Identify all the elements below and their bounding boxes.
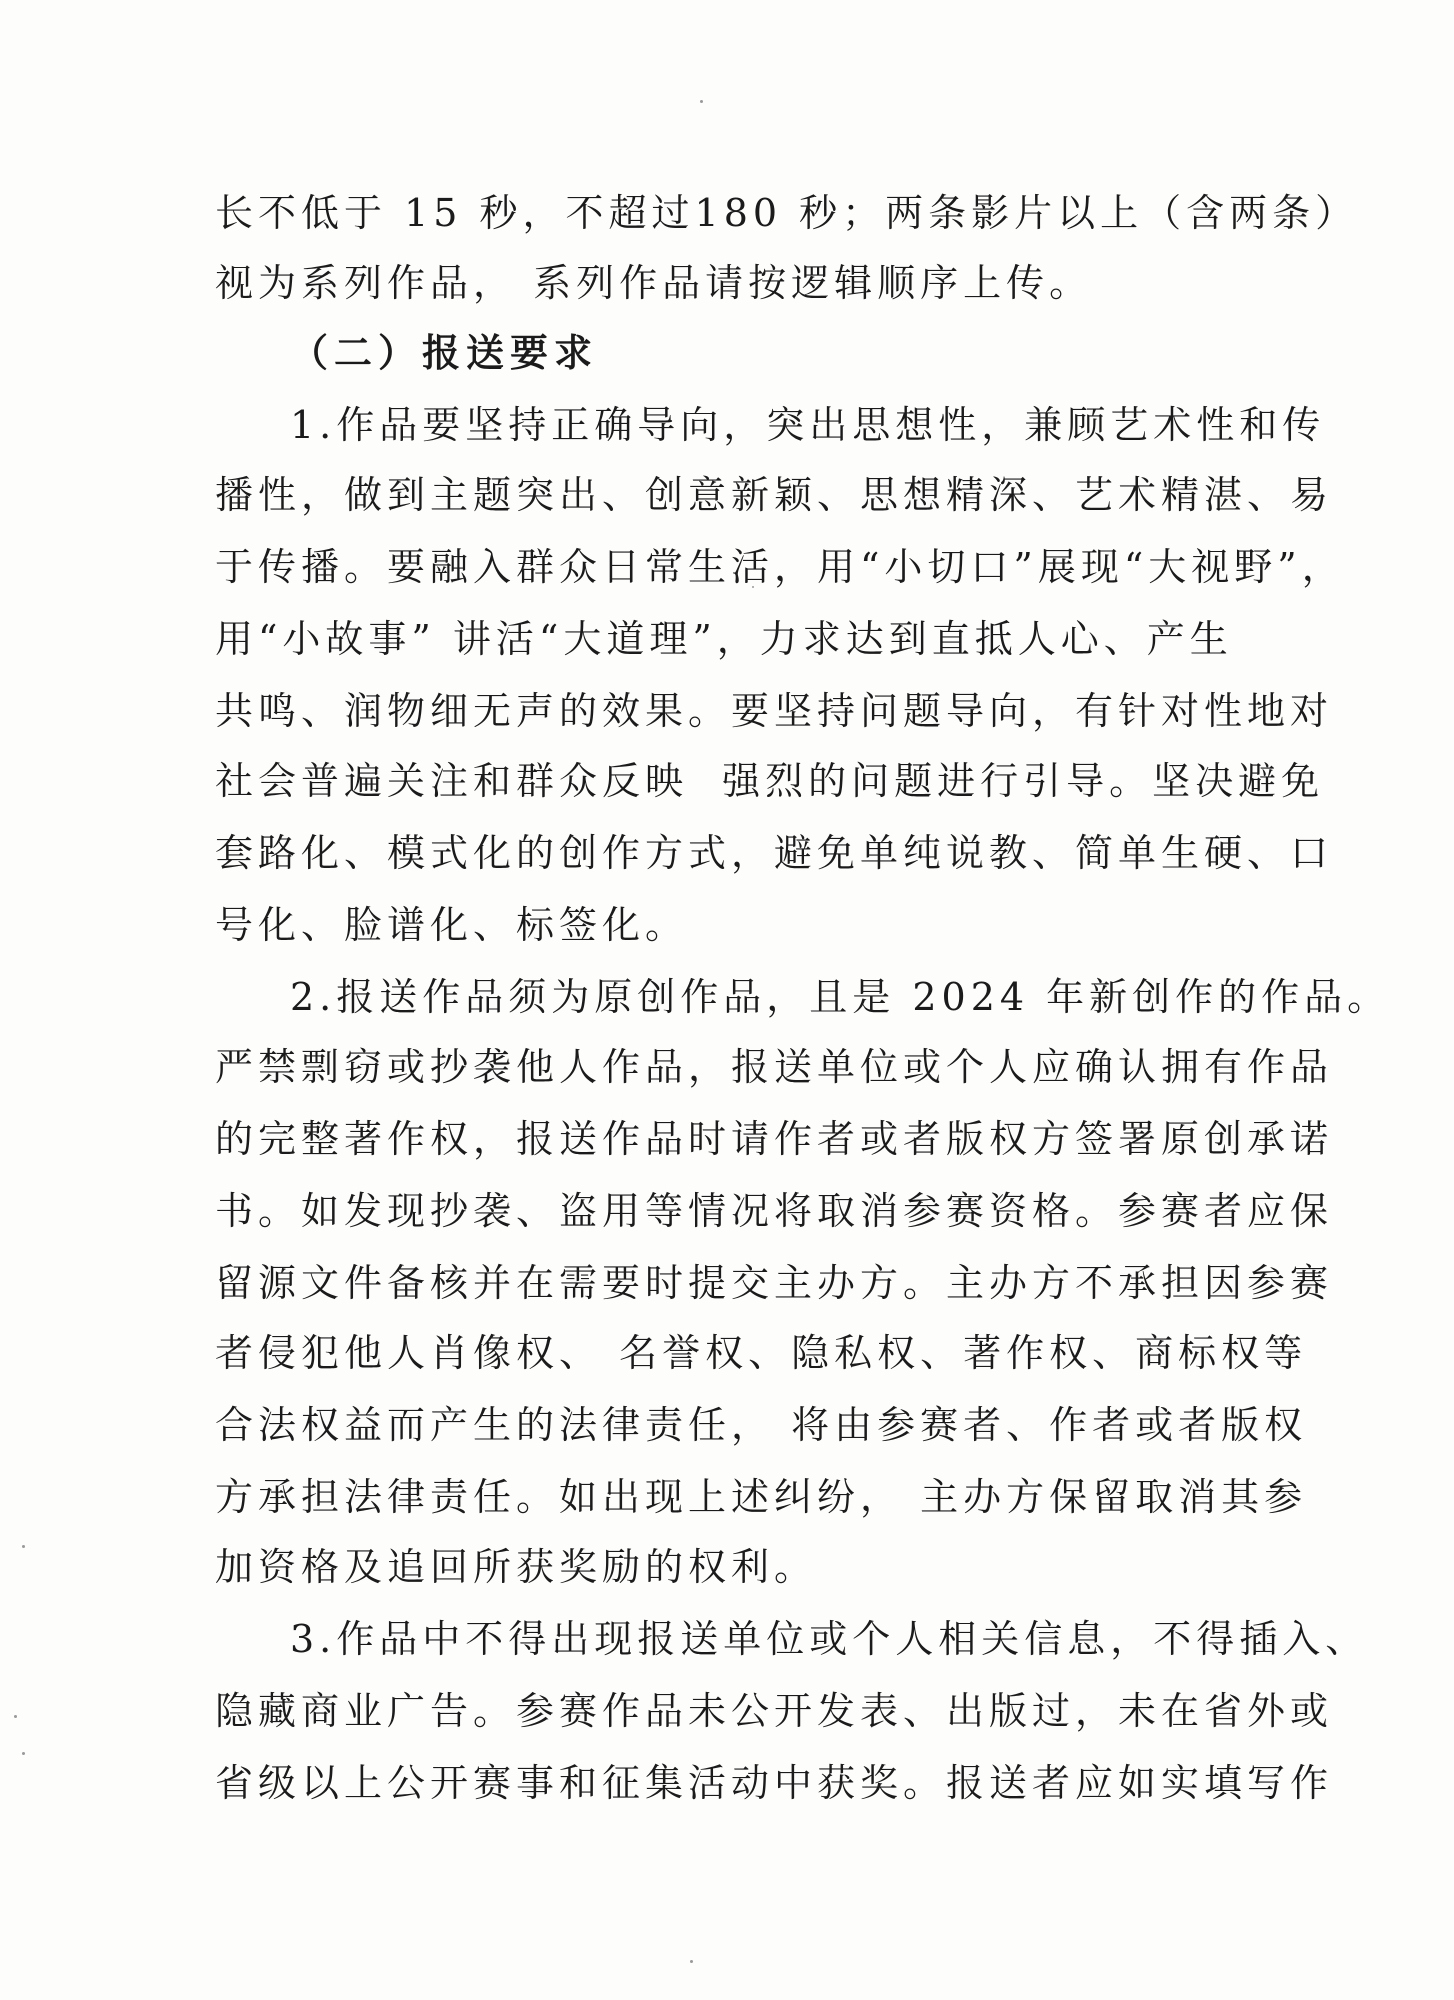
paragraph-1-line: 社会普遍关注和群众反映 强烈的问题进行引导。坚决避免 xyxy=(215,759,1325,803)
scan-speck xyxy=(14,1715,17,1718)
scan-speck xyxy=(22,1545,25,1548)
paragraph-2-line: 书。如发现抄袭、盗用等情况将取消参赛资格。参赛者应保 xyxy=(215,1189,1334,1233)
scan-speck xyxy=(690,1960,693,1963)
paragraph-1-line: 用“小故事” 讲活“大道理”，力求达到直抵人心、产生 xyxy=(215,617,1233,661)
paragraph-2-line: 加资格及追回所获奖励的权利。 xyxy=(215,1545,818,1589)
paragraph-2-line: 留源文件备核并在需要时提交主办方。主办方不承担因参赛 xyxy=(215,1261,1334,1305)
text-line: 长不低于 15 秒，不超过180 秒；两条影片以上（含两条） xyxy=(215,191,1359,235)
paragraph-2-line: 方承担法律责任。如出现上述纠纷， 主办方保留取消其参 xyxy=(215,1475,1308,1519)
scan-speck xyxy=(22,1752,25,1755)
paragraph-2-line: 严禁剽窃或抄袭他人作品，报送单位或个人应确认拥有作品 xyxy=(215,1045,1334,1089)
section-heading: （二）报送要求 xyxy=(290,331,599,375)
paragraph-1-line: 套路化、模式化的创作方式，避免单纯说教、简单生硬、口 xyxy=(215,831,1334,875)
paragraph-2-line: 合法权益而产生的法律责任， 将由参赛者、作者或者版权 xyxy=(215,1403,1308,1447)
paragraph-1-line: 号化、脸谱化、标签化。 xyxy=(215,903,689,947)
paragraph-1-line: 共鸣、润物细无声的效果。要坚持问题导向，有针对性地对 xyxy=(215,689,1334,733)
paragraph-3-line: 省级以上公开赛事和征集活动中获奖。报送者应如实填写作 xyxy=(215,1761,1334,1805)
paragraph-1-line: 1.作品要坚持正确导向，突出思想性，兼顾艺术性和传 xyxy=(290,403,1326,447)
paragraph-1-line: 播性，做到主题突出、创意新颖、思想精深、艺术精湛、易 xyxy=(215,473,1334,517)
paragraph-3-line: 3.作品中不得出现报送单位或个人相关信息，不得插入、 xyxy=(290,1617,1369,1661)
paragraph-1-line: 于传播。要融入群众日常生活，用“小切口”展现“大视野”， xyxy=(215,545,1345,589)
paragraph-2-line: 的完整著作权，报送作品时请作者或者版权方签署原创承诺 xyxy=(215,1117,1334,1161)
paragraph-3-line: 隐藏商业广告。参赛作品未公开发表、出版过，未在省外或 xyxy=(215,1689,1334,1733)
scan-speck xyxy=(700,100,703,103)
text-line: 视为系列作品， 系列作品请按逻辑顺序上传。 xyxy=(215,261,1093,305)
paragraph-2-line: 者侵犯他人肖像权、 名誉权、隐私权、著作权、商标权等 xyxy=(215,1331,1308,1375)
paragraph-2-line: 2.报送作品须为原创作品，且是 2024 年新创作的作品。 xyxy=(290,975,1391,1019)
